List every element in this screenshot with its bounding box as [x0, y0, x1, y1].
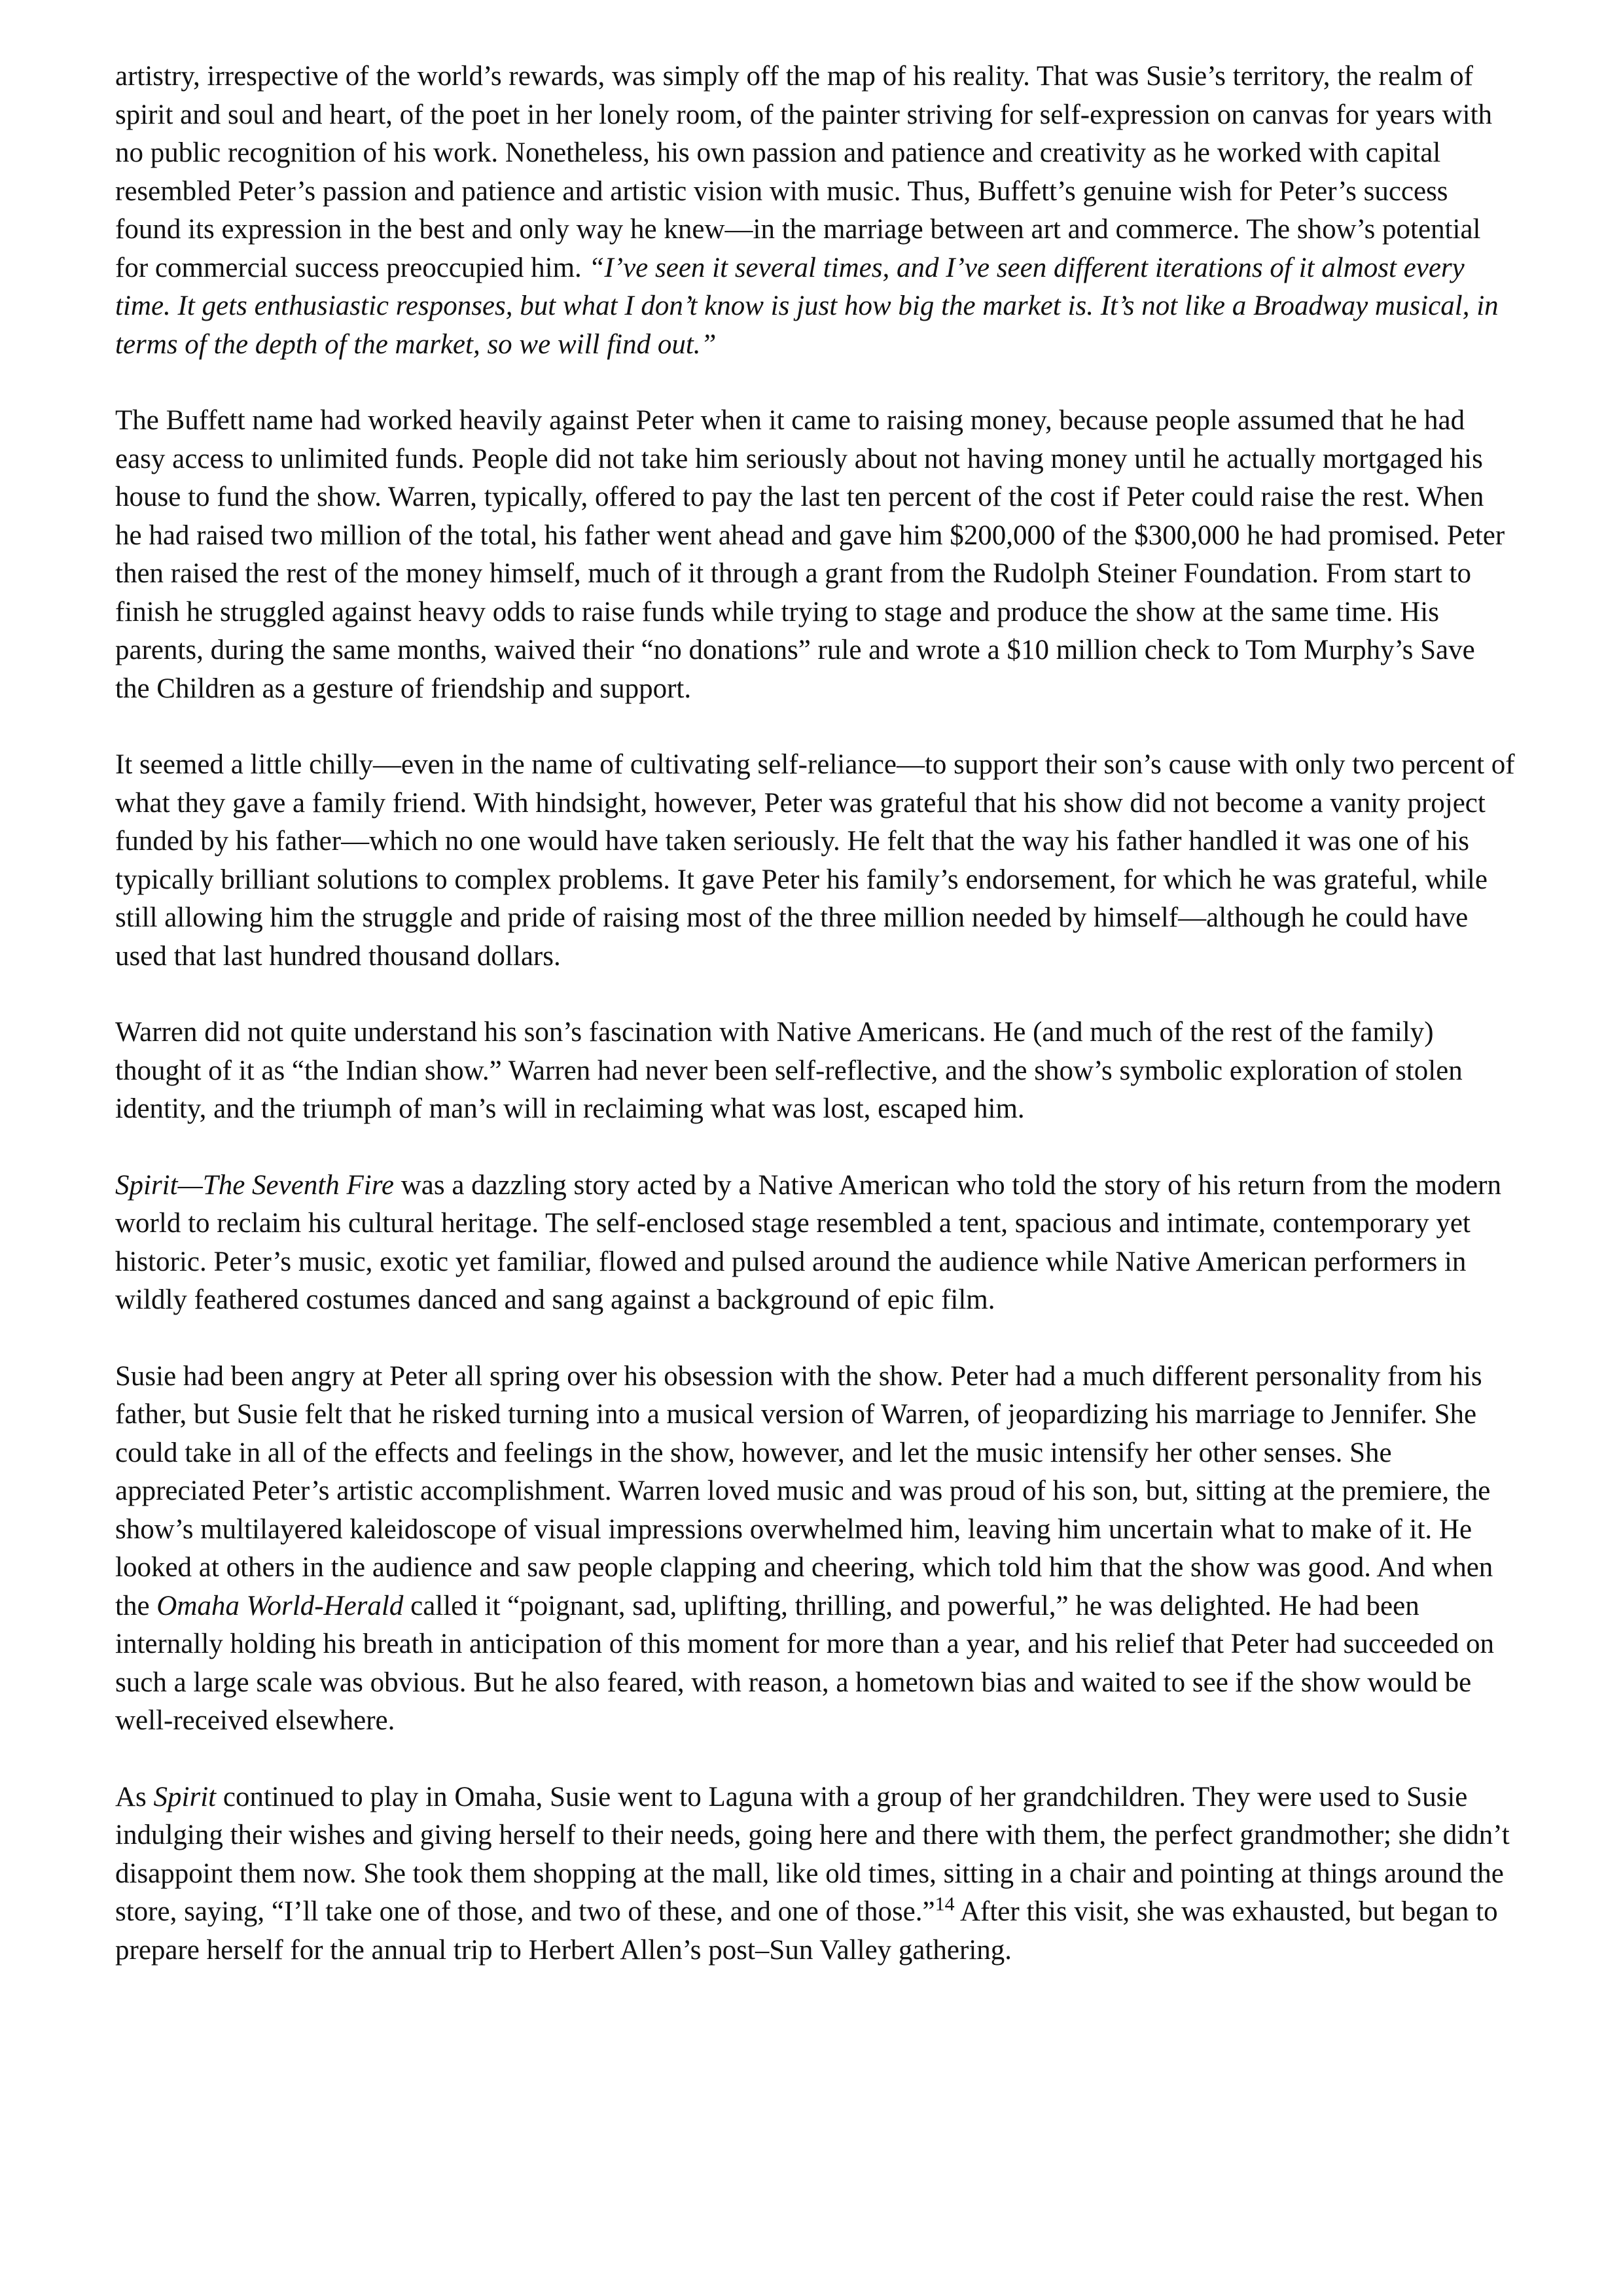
paragraph: [115, 1358, 1516, 1740]
text-run: It seemed a little chilly—even in the name of cultivating self-reliance—to support their son’s cause with only two percent of what they gave a family friend. With hindsight, however, Peter was grateful that his show did not become a vanity project funded by his father—which no one would have taken seriously. He felt that the way his father handled it was one of his typically brilliant solutions to complex problems. It gave Peter his family’s endorsement, for which he was grateful, while still allowing him the struggle and pride of raising most of the three million needed by himself—although he could have used that last hundred thousand dollars.: [115, 749, 1515, 972]
footnote-reference: 14: [935, 1893, 955, 1915]
italic-text: “I’ve seen it several times, and I’ve seen different iterations of it almost every time. It gets enthusiastic responses, but what I don’t know is just how big the market is. It’s not like a Broadway musical, in terms of the depth of the market, so we will find out.”: [115, 252, 1499, 360]
text-run: After this visit, she was exhausted, but began to prepare herself for the annual trip to Herbert Allen’s post–Sun Valley gathering.: [115, 1896, 1498, 1966]
text-run: As: [115, 1781, 154, 1812]
paragraph: [115, 1778, 1516, 1970]
text-run: called it “poignant, sad, uplifting, thrilling, and powerful,” he was delighted. He had been internally holding his breath in anticipation of this moment for more than a year, and his relief that Peter had succeeded on such a large scale was obvious. But he also feared, with reason, a hometown bias and waited to see if the show would be well-received elsewhere.: [115, 1590, 1495, 1736]
italic-text: Omaha World-Herald: [156, 1590, 404, 1621]
text-run: The Buffett name had worked heavily against Peter when it came to raising money, because people assumed that he had easy access to unlimited funds. People did not take him seriously about not having money until he actually mortgaged his house to fund the show. Warren, typically, offered to pay the last ten percent of the cost if Peter could raise the rest. When he had raised two million of the total, his father went ahead and gave him $200,000 of the $300,000 he had promised. Peter then raised the rest of the money himself, much of it through a grant from the Rudolph Steiner Foundation. From start to finish he struggled against heavy odds to raise funds while trying to stage and produce the show at the same time. His parents, during the same months, waived their “no donations” rule and wrote a $10 million check to Tom Murphy’s Save the Children as a gesture of friendship and support.: [115, 405, 1505, 704]
text-run: continued to play in Omaha, Susie went to Laguna with a group of her grandchildren. They were used to Susie indulging their wishes and giving herself to their needs, going here and there with them, the perfect grandmother; she didn’t disappoint them now. She took them shopping at the mall, like old times, sitting in a chair and pointing at things around the store, saying, “I’ll take one of those, and two of these, and one of those.”: [115, 1781, 1510, 1927]
text-run: Warren did not quite understand his son’s fascination with Native Americans. He (and much of the rest of the family) thought of it as “the Indian show.” Warren had never been self-reflective, and the show’s symbolic exploration of stolen identity, and the triumph of man’s will in reclaiming what was lost, escaped him.: [115, 1017, 1463, 1124]
paragraph: [115, 1014, 1516, 1129]
paragraph: [115, 58, 1516, 364]
paragraph: [115, 1167, 1516, 1320]
text-run: artistry, irrespective of the world’s rewards, was simply off the map of his reality. That was Susie’s territory, the realm of spirit and soul and heart, of the poet in her lonely room, of the painter striving for self-expression on canvas for years with no public recognition of his work. Nonetheless, his own passion and patience and creativity as he worked with capital resembled Peter’s passion and patience and artistic vision with music. Thus, Buffett’s genuine wish for Peter’s success found its expression in the best and only way he knew—in the marriage between art and commerce. The show’s potential for commercial success preoccupied him.: [115, 61, 1493, 283]
italic-text: Spirit: [153, 1781, 217, 1812]
italic-text: Spirit—The Seventh Fire: [115, 1169, 394, 1201]
text-run: Susie had been angry at Peter all spring over his obsession with the show. Peter had a much different personality from his father, but Susie felt that he risked turning into a musical version of Warren, of jeopardizing his marriage to Jennifer. She could take in all of the effects and feelings in the show, however, and let the music intensify her other senses. She appreciated Peter’s artistic accomplishment. Warren loved music and was proud of his son, but, sitting at the premiere, the show’s multilayered kaleidoscope of visual impressions overwhelmed him, leaving him uncertain what to make of it. He looked at others in the audience and saw people clapping and cheering, which told him that the show was good. And when the: [115, 1360, 1493, 1621]
text-run: was a dazzling story acted by a Native American who told the story of his return from the modern world to reclaim his cultural heritage. The self-enclosed stage resembled a tent, spacious and intimate, contemporary yet historic. Peter’s music, exotic yet familiar, flowed and pulsed around the audience while Native American performers in wildly feathered costumes danced and sang against a background of epic film.: [115, 1169, 1501, 1315]
paragraph: [115, 746, 1516, 976]
paragraph: [115, 402, 1516, 708]
body-text: [115, 58, 1516, 1969]
